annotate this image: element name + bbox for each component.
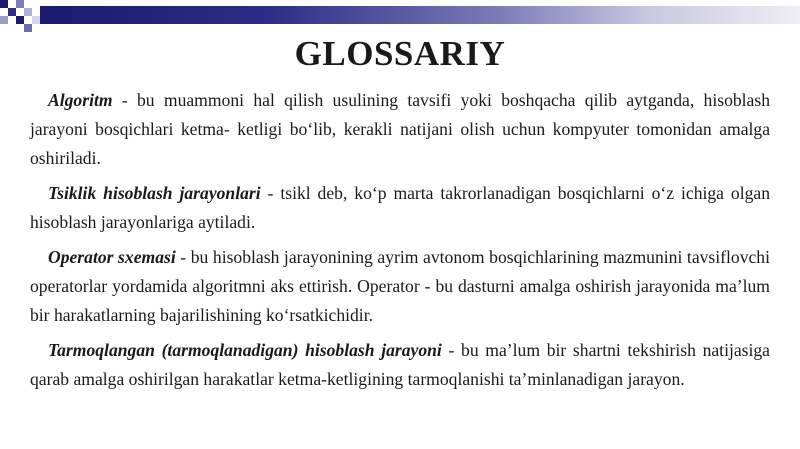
decor-square — [16, 16, 24, 24]
glossary-entry — [30, 179, 770, 237]
glossary-definition: - bu hisoblash jarayonining ayrim avtonom bosqichlarining mazmunini tavsiflovchi operatorlar yordamida algoritmni aks ettirish. Operator - bu dasturni amalga oshirish jarayonida ma’lum bir harakatlarning bajarilishining ko‘rsatkichidir. — [30, 247, 770, 325]
glossary-definition: - tsikl deb, ko‘p marta takrorlanadigan bosqichlarni o‘z ichiga olgan hisoblash jarayonlariga aytiladi. — [30, 183, 770, 232]
decor-square — [32, 16, 40, 24]
decor-square — [0, 16, 8, 24]
decor-square — [24, 24, 32, 32]
glossary-term: Operator sxemasi — [48, 247, 176, 267]
glossary-list — [30, 86, 770, 400]
glossary-term: Tsiklik hisoblash jarayonlari — [48, 183, 261, 203]
glossary-entry — [30, 86, 770, 173]
glossary-definition: - bu ma’lum bir shartni tekshirish natijasiga qarab amalga oshirilgan harakatlar ketma-ketligining tarmoqlanishi ta’minlanadigan jarayon. — [30, 340, 770, 389]
page-title: GLOSSARIY — [294, 34, 506, 73]
glossary-entry — [30, 336, 770, 394]
glossary-term: Tarmoqlangan (tarmoqlanadigan) hisoblash jarayoni — [48, 340, 442, 360]
decor-square — [8, 8, 16, 16]
header-gradient-bar — [40, 6, 800, 24]
decor-square — [16, 0, 24, 8]
glossary-term: Algoritm — [48, 90, 113, 110]
glossary-definition: - bu muammoni hal qilish usulining tavsifi yoki boshqacha qilib aytganda, hisoblash jarayoni bosqichlari ketma- ketligi bo‘lib, kerakli natijani olish uchun kompyuter tomonidan amalga oshiriladi. — [30, 90, 770, 168]
decor-square — [0, 0, 8, 8]
decor-square — [24, 8, 32, 16]
header-decoration — [0, 0, 800, 24]
glossary-entry — [30, 243, 770, 330]
